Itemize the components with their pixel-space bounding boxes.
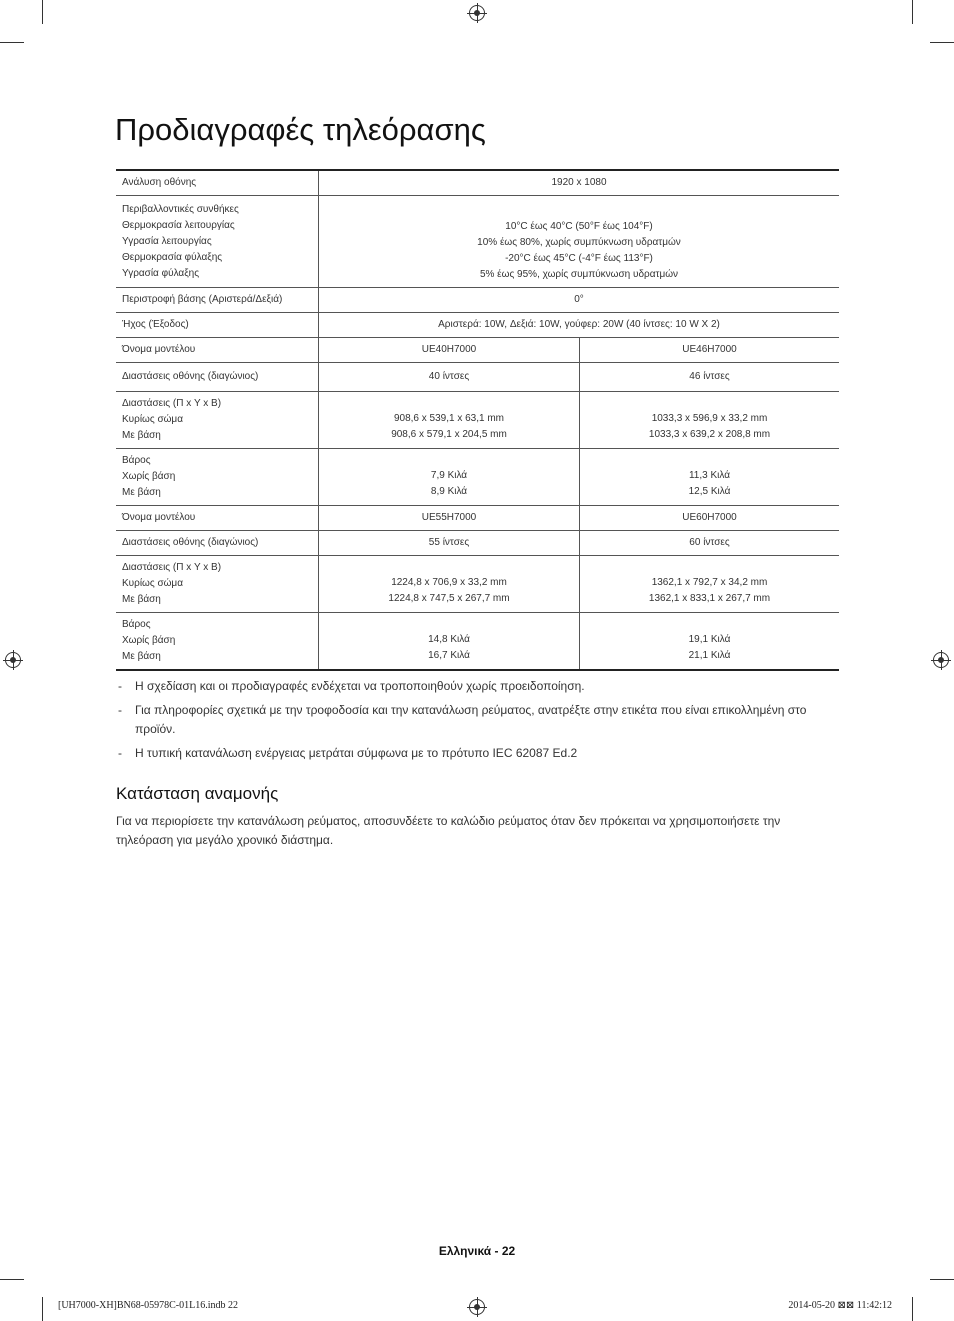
- row-value: 40 ίντσες: [319, 363, 580, 392]
- spec-table: [116, 169, 839, 671]
- row-value: 1920 x 1080: [319, 170, 840, 196]
- row-value: 55 ίντσες: [319, 531, 580, 556]
- row-label: Βάρος Χωρίς βάση Με βάση: [116, 613, 319, 671]
- crop-mark: [912, 1297, 913, 1321]
- row-value: 11,3 Κιλά 12,5 Κιλά: [580, 449, 840, 506]
- list-item: - Η σχεδίαση και οι προδιαγραφές ενδέχεται να τροποποιηθούν χωρίς προειδοποίηση.: [116, 677, 839, 696]
- table-row: [116, 506, 839, 531]
- row-value: UE55H7000: [319, 506, 580, 531]
- row-value: 0°: [319, 288, 840, 313]
- row-value: 60 ίντσες: [580, 531, 840, 556]
- crop-mark: [0, 1279, 24, 1280]
- table-row: [116, 288, 839, 313]
- row-value: 46 ίντσες: [580, 363, 840, 392]
- table-row: [116, 313, 839, 338]
- page-number: Ελληνικά - 22: [438, 1244, 516, 1258]
- row-label: Βάρος Χωρίς βάση Με βάση: [116, 449, 319, 506]
- row-value: 1224,8 x 706,9 x 33,2 mm 1224,8 x 747,5 x 267,7 mm: [319, 556, 580, 613]
- row-value: UE46H7000: [580, 338, 840, 363]
- row-value: 908,6 x 539,1 x 63,1 mm 908,6 x 579,1 x 204,5 mm: [319, 392, 580, 449]
- row-value: UE60H7000: [580, 506, 840, 531]
- table-row: [116, 531, 839, 556]
- row-label: Διαστάσεις οθόνης (διαγώνιος): [116, 363, 319, 392]
- row-value: UE40H7000: [319, 338, 580, 363]
- registration-mark-icon: [933, 652, 949, 668]
- crop-mark: [42, 1297, 43, 1321]
- registration-mark-icon: [469, 5, 485, 21]
- table-row: [116, 338, 839, 363]
- print-slug-left: [UH7000-XH]BN68-05978C-01L16.indb 22: [58, 1300, 238, 1311]
- row-label: Διαστάσεις οθόνης (διαγώνιος): [116, 531, 319, 556]
- row-value: Αριστερά: 10W, Δεξιά: 10W, γούφερ: 20W (40 ίντσες: 10 W X 2): [319, 313, 840, 338]
- crop-mark: [0, 42, 24, 43]
- row-value: 19,1 Κιλά 21,1 Κιλά: [580, 613, 840, 671]
- row-label: Περιστροφή βάσης (Αριστερά/Δεξιά): [116, 288, 319, 313]
- crop-mark: [930, 1279, 954, 1280]
- table-row: [116, 170, 839, 196]
- table-row: [116, 363, 839, 392]
- table-row: [116, 613, 839, 671]
- row-value: 1033,3 x 596,9 x 33,2 mm 1033,3 x 639,2 x 208,8 mm: [580, 392, 840, 449]
- row-label: Ανάλυση οθόνης: [122, 177, 197, 188]
- table-row: [116, 196, 839, 288]
- crop-mark: [42, 0, 43, 24]
- registration-mark-icon: [5, 652, 21, 668]
- row-value: 14,8 Κιλά 16,7 Κιλά: [319, 613, 580, 671]
- row-value: 1362,1 x 792,7 x 34,2 mm 1362,1 x 833,1 x 267,7 mm: [580, 556, 840, 613]
- print-slug-right: 2014-05-20 ⊠⊠ 11:42:12: [788, 1300, 892, 1311]
- registration-mark-icon: [469, 1299, 485, 1315]
- section-heading: Κατάσταση αναμονής: [116, 784, 279, 803]
- crop-mark: [912, 0, 913, 24]
- notes-list: [116, 677, 839, 768]
- table-row: [116, 392, 839, 449]
- row-label: Ήχος (Έξοδος): [116, 313, 319, 338]
- list-item: - Για πληροφορίες σχετικά με την τροφοδοσία και την κατανάλωση ρεύματος, ανατρέξτε στην ετικέτα που είναι επικολλημένη στο προϊόν.: [116, 701, 839, 739]
- row-label: Όνομα μοντέλου: [116, 506, 319, 531]
- row-value: 10°C έως 40°C (50°F έως 104°F) 10% έως 80%, χωρίς συμπύκνωση υδρατμών -20°C έως 45°C (-4°F έως 113°F) 5% έως 95%, χωρίς συμπύκνωση υδρατμών: [319, 196, 840, 288]
- crop-mark: [930, 42, 954, 43]
- row-value: 7,9 Κιλά 8,9 Κιλά: [319, 449, 580, 506]
- table-row: [116, 449, 839, 506]
- row-label: Διαστάσεις (Π x Υ x Β) Κυρίως σώμα Με βάση: [116, 556, 319, 613]
- row-label: Όνομα μοντέλου: [116, 338, 319, 363]
- row-label: Διαστάσεις (Π x Υ x Β) Κυρίως σώμα Με βάση: [116, 392, 319, 449]
- list-item: - Η τυπική κατανάλωση ενέργειας μετράται σύμφωνα με το πρότυπο IEC 62087 Ed.2: [116, 744, 839, 763]
- table-row: [116, 556, 839, 613]
- section-text: Για να περιορίσετε την κατανάλωση ρεύματος, αποσυνδέετε το καλώδιο ρεύματος όταν δεν πρόκειται να χρησιμοποιήσετε την τηλεόραση για μεγάλο χρονικό διάστημα.: [116, 814, 781, 847]
- page-title: Προδιαγραφές τηλεόρασης: [115, 112, 486, 147]
- row-label: Περιβαλλοντικές συνθήκες Θερμοκρασία λειτουργίας Υγρασία λειτουργίας Θερμοκρασία φύλαξης Υγρασία φύλαξης: [116, 196, 319, 288]
